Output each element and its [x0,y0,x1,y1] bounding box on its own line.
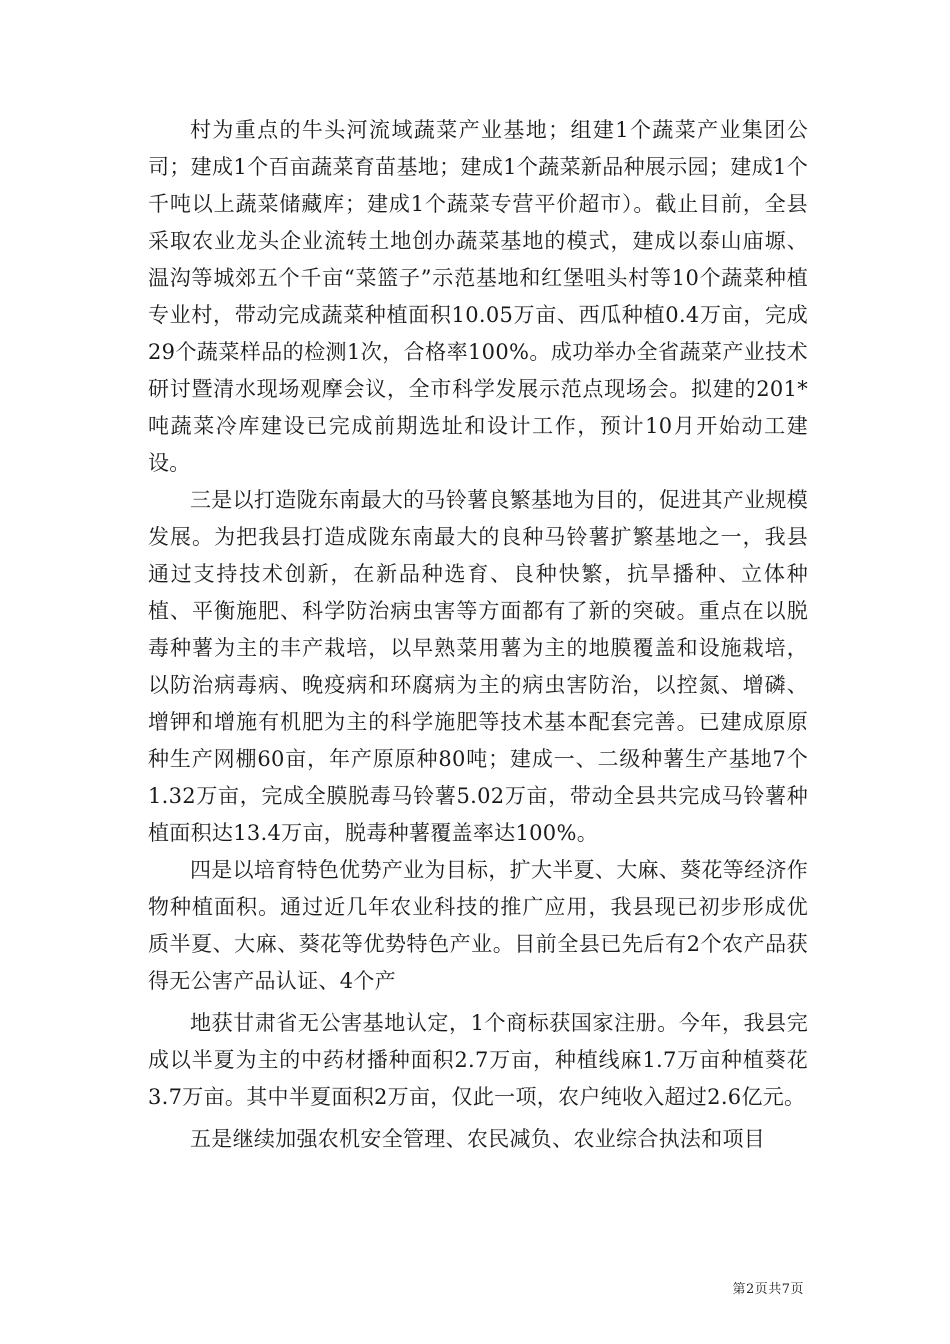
paragraph-2: 三是以打造陇东南最大的马铃薯良繁基地为目的，促进其产业规模发展。为把我县打造成陇东南最大的良种马铃薯扩繁基地之一，我县通过支持技术创新，在新品种选育、良种快繁，抗旱播种、立体种植、平衡施肥、科学防治病虫害等方面都有了新的突破。重点在以脱毒种薯为主的丰产栽培，以早熟菜用薯为主的地膜覆盖和设施栽培，以防治病毒病、晚疫病和环腐病为主的病虫害防治，以控氮、增磷、增钾和增施有机肥为主的科学施肥等技术基本配套完善。已建成原原种生产网棚60亩，年产原原种80吨；建成一、二级种薯生产基地7个1.32万亩，完成全膜脱毒马铃薯5.02万亩，带动全县共完成马铃薯种植面积达13.4万亩，脱毒种薯覆盖率达100%。 [148,488,808,845]
document-body [148,112,808,1158]
paragraph-5: 五是继续加强农机安全管理、农民减负、农业综合执法和项目 [190,1127,766,1151]
paragraph-1: 村为重点的牛头河流域蔬菜产业基地；组建1个蔬菜产业集团公司；建成1个百亩蔬菜育苗基地；建成1个蔬菜新品种展示园；建成1个千吨以上蔬菜储藏库；建成1个蔬菜专营平价超市）。截止目前，全县采取农业龙头企业流转土地创办蔬菜基地的模式，建成以泰山庙塬、温沟等城郊五个千亩“菜篮子”示范基地和红堡咀头村等10个蔬菜种植专业村，带动完成蔬菜种植面积10.05万亩、西瓜种植0.4万亩，完成29个蔬菜样品的检测1次，合格率100%。成功举办全省蔬菜产业技术研讨暨清水现场观摩会议，全市科学发展示范点现场会。拟建的201*吨蔬菜冷库建设已完成前期选址和设计工作，预计10月开始动工建设。 [148,118,808,475]
paragraph-4: 地获甘肃省无公害基地认定，1个商标获国家注册。今年，我县完成以半夏为主的中药材播种面积2.7万亩，种植线麻1.7万亩种植葵花3.7万亩。其中半夏面积2万亩，仅此一项，农户纯收入超过2.6亿元。 [148,1011,808,1109]
paragraph-3: 四是以培育特色优势产业为目标，扩大半夏、大麻、葵花等经济作物种植面积。通过近几年农业科技的推广应用，我县现已初步形成优质半夏、大麻、葵花等优势特色产业。目前全县已先后有2个农产品获得无公害产品认证、4个产 [148,858,808,993]
page-number: 第2页共7页 [732,1282,804,1297]
